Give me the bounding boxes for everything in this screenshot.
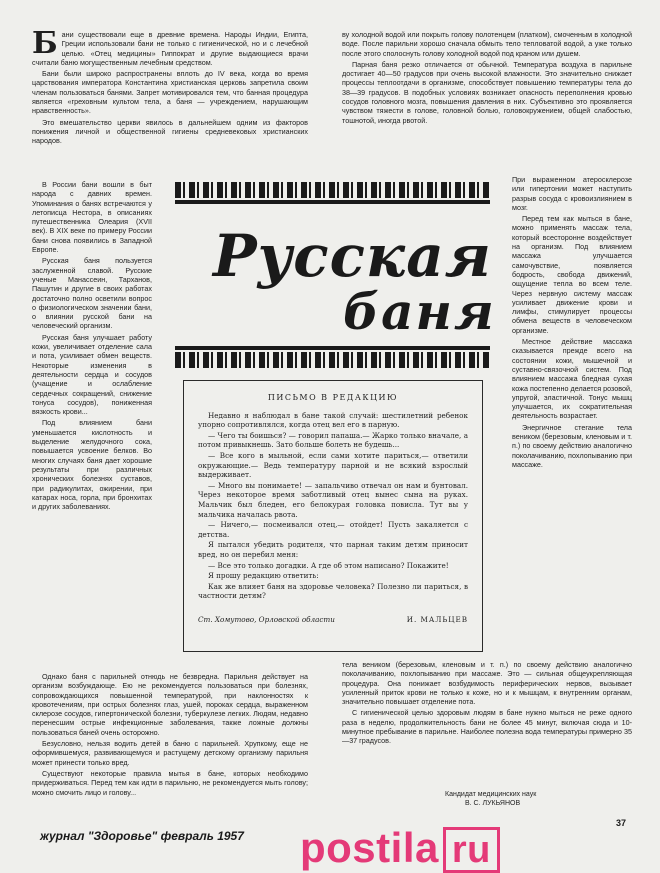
bottom-right-p2: С гигиенической целью здоровым людям в бане нужно мыться не реже одного раза в неделю, продолжительность бани не более 45 минут, включая сюда и 10-минутное пребывание в парильне. Наиболее полезна вода температуры примерно 35—37 градусов. xyxy=(342,708,632,746)
intro-p3: Это вмешательство церкви явилось в дальнейшем одним из факторов понижения личной и общественной гигиены средневековых христианских народов. xyxy=(32,117,308,146)
letter-p6: Я пытался убедить родителя, что парная таким детям приносит вред, но он перебил меня: xyxy=(198,540,468,559)
right-narrow-p4: Энергичное стегание тела веником (березовым, кленовым и т. п.) по своему действию аналогично поколачиванию, похлопыванию при массаже. xyxy=(512,422,632,469)
right-narrow-p2: Перед тем как мыться в бане, можно применять массаж тела, который всесторонне воздействует на организм. Под влиянием массажа улучшается самочувствие, появляется бодрость, свобода движений, ощущение тепла во всем теле. Через нервную систему массаж усиливает движение крови и лимфы, стимулирует процессы обмена веществ в человеческом организме. xyxy=(512,214,632,335)
letter-p3: — Все кого в мыльной, если сами хотите париться,— ответили окружающие.— Ведь температуру парной и не всякий взрослый выдерживает. xyxy=(198,450,468,480)
article-author xyxy=(445,790,536,808)
ornament-top xyxy=(175,182,490,198)
left-narrow-p1: В России бани вошли в быт народа с давних времен. Упоминания о банях встречаются у летописца Нестора, в описаниях путешественника Олеария (XVII век). В XIX веке по примеру России бани снова появились в Западной Европе. xyxy=(32,180,152,255)
bottom-right-p1: тела веником (березовым, кленовым и т. п.) по своему действию аналогично поколачиванию, похлопыванию при массаже. Это — сильная общеукрепляющая процедура. Она понижает возбудимость периферических нервов, вызывает усиленный приток крови не только к коже, но и к мышцам, к внутренним органам, значительно повышает отделение пота. xyxy=(342,660,632,707)
ornament-bottom xyxy=(175,352,490,368)
bottom-left-p3: Существуют некоторые правила мытья в бане, которых необходимо придерживаться. Перед тем как идти в парильню, не рекомендуется мыть голову; можно смочить лицо и голову... xyxy=(32,768,308,797)
right-top-p1: ву холодной водой или покрыть голову полотенцем (платком), смоченным в холодной воде. После парильни хорошо сначала обмыть тело тепловатой водой, а уже только после этого сполоснуть голову холодной водой под краном или душем. xyxy=(342,30,632,58)
left-narrow-p4: Под влиянием бани уменьшается кислотность и выделение желудочного сока, повышается усвоение белков. Во многих случаях баня дает хорошие результаты при различных хронических болезнях суставов, при радикулитах, ожирении, при катарах носа, горла, при бронхитах и других заболеваниях. xyxy=(32,418,152,512)
right-narrow-column xyxy=(512,175,632,471)
ornament-bottom-line xyxy=(175,346,490,350)
watermark xyxy=(300,824,500,873)
ornament-top-line xyxy=(175,200,490,204)
watermark-suffix: ru xyxy=(443,827,500,873)
letter-p1: Недавно я наблюдал в бане такой случай: шестилетний ребенок упорно сопротивлялся, когда отец вел его в парную. xyxy=(198,410,468,430)
left-narrow-p3: Русская баня улучшает работу кожи, увеличивает отделение сала и пота, усиливает обмен веществ. Некоторые изменения в деятельности сердца и сосудов (учащение и ослабление сердечных сокращений, снижение тонуса сосудов), пониженная вязкость крови... xyxy=(32,332,152,417)
bottom-left-p1: Однако баня с парильней отнюдь не безвредна. Парильня действует на организм возбуждающе. Ею не рекомендуется пользоваться при болезнях, сопровождающихся повышенной температурой, при наклонностях к кровотечениям, при острых болезнях глаз, ушей, пороках сердца, выраженном склерозе сосудов, гипертонической болезни, туберкулезе легких. Людям, недавно перенесшим острые инфекционные заболевания, также ложные должны пользоваться баней очень осторожно. xyxy=(32,672,308,737)
letter-p4: — Много вы понимаете! — запальчиво отвечал он нам и бунтовал. Через некоторое время заботливый отец вынес сына на руках. Мальчик был бледен, его белокурая головка повисла. Тут вы у мальчика началась рвота. xyxy=(198,480,468,519)
title-line1: Русская xyxy=(213,222,492,290)
letter-p8: Я прошу редакцию ответить: xyxy=(208,571,319,581)
letter-p9: Как же влияет баня на здоровье человека? Полезно ли париться, в частности детям? xyxy=(198,581,468,601)
bottom-right-column xyxy=(342,660,632,748)
bottom-left-column xyxy=(32,672,308,799)
bottom-left-p2: Безусловно, нельзя водить детей в баню с парильней. Хрупкому, еще не оформившемуся, развивающемуся и растущему детскому организму парильня может принести только вред. xyxy=(32,739,308,767)
left-narrow-column xyxy=(32,180,152,513)
title-line2: баня xyxy=(343,282,496,341)
right-narrow-p3: Местное действие массажа сказывается прежде всего на состоянии кожи, мышечной и суставно-связочной систем. Под влиянием массажа бледная сухая кожа постепенно делается розовой, упругой, эластичной. Тонус мышц улучшается, их сократительная деятельность возрастает. xyxy=(512,337,632,421)
letter-signature xyxy=(198,615,468,625)
left-narrow-p2: Русская баня пользуется заслуженной славой. Русские ученые Манассеин, Тарханов, Пашутин и другие в своих работах достаточно полно осветили вопрос о физиологическом значении бани, о влиянии русской бани на человеческий организм. xyxy=(32,256,152,331)
intro-p2: Бани были широко распространены вплоть до IV века, когда во время царствования императора Константина христианская церковь запретила своим членам пользоваться банями. Запрет мотивировался тем, что банная процедура является «греховным культом тела, а баня — учреждением, нарушающим нравственность». xyxy=(32,69,308,116)
journal-caption: журнал "Здоровье" февраль 1957 xyxy=(40,829,244,843)
letter-heading: ПИСЬМО В РЕДАКЦИЮ xyxy=(267,393,399,402)
intro-p1: ани существовали еще в древние времена. Народы Индии, Египта, Греции использовали бани не только с гигиенической, но и с лечебной целью. «Отец медицины» Гиппократ и другие выдающиеся врачи считали баню могущественным лечебным средством. xyxy=(32,30,308,67)
title-block xyxy=(175,182,496,372)
author-name: В. С. ЛУКЬЯНОВ xyxy=(465,800,521,807)
letter-author: И. МАЛЬЦЕВ xyxy=(406,614,468,624)
right-narrow-p1: При выраженном атеросклерозе или гипертонии может наступить разрыв сосуда с кровоизлиянием в мозг. xyxy=(512,175,632,212)
letter-p2: — Чего ты боишься? — говорил папаша.— Жарко только вначале, а потом привыкнешь. Зато больше болеть не будешь... xyxy=(198,430,468,450)
dropcap: Б xyxy=(32,26,58,61)
right-top-p2: Парная баня резко отличается от обычной. Температура воздуха в парильне достигает 40—50 градусов при очень высокой влажности. Это значительно снижает процессы теплоотдачи в организме, способствует повышению температуры тела до 38—39 градусов. В подобных условиях возникает опасность переполнения кровью сосудов головного мозга, повышения давления в них. Субъективно это проявляется чувством тяжести в голове, головной болью, головокружением, общей слабостью, тошнотой, иногда рвотой. xyxy=(342,59,632,125)
letter-p7: — Все это только догадки. А где об этом написано? Покажите! xyxy=(208,560,449,570)
right-top-column xyxy=(342,30,632,127)
letter-to-editor xyxy=(183,380,483,652)
watermark-text: postila xyxy=(300,824,439,871)
letter-p5: — Ничего,— посмеивался отец,— отойдет! Пусть закаляется с детства. xyxy=(198,520,468,539)
page-number: 37 xyxy=(616,818,627,828)
letter-place: Ст. Хомутово, Орловской области xyxy=(198,614,335,624)
author-title: Кандидат медицинских наук xyxy=(445,791,537,798)
intro-column xyxy=(32,26,308,148)
